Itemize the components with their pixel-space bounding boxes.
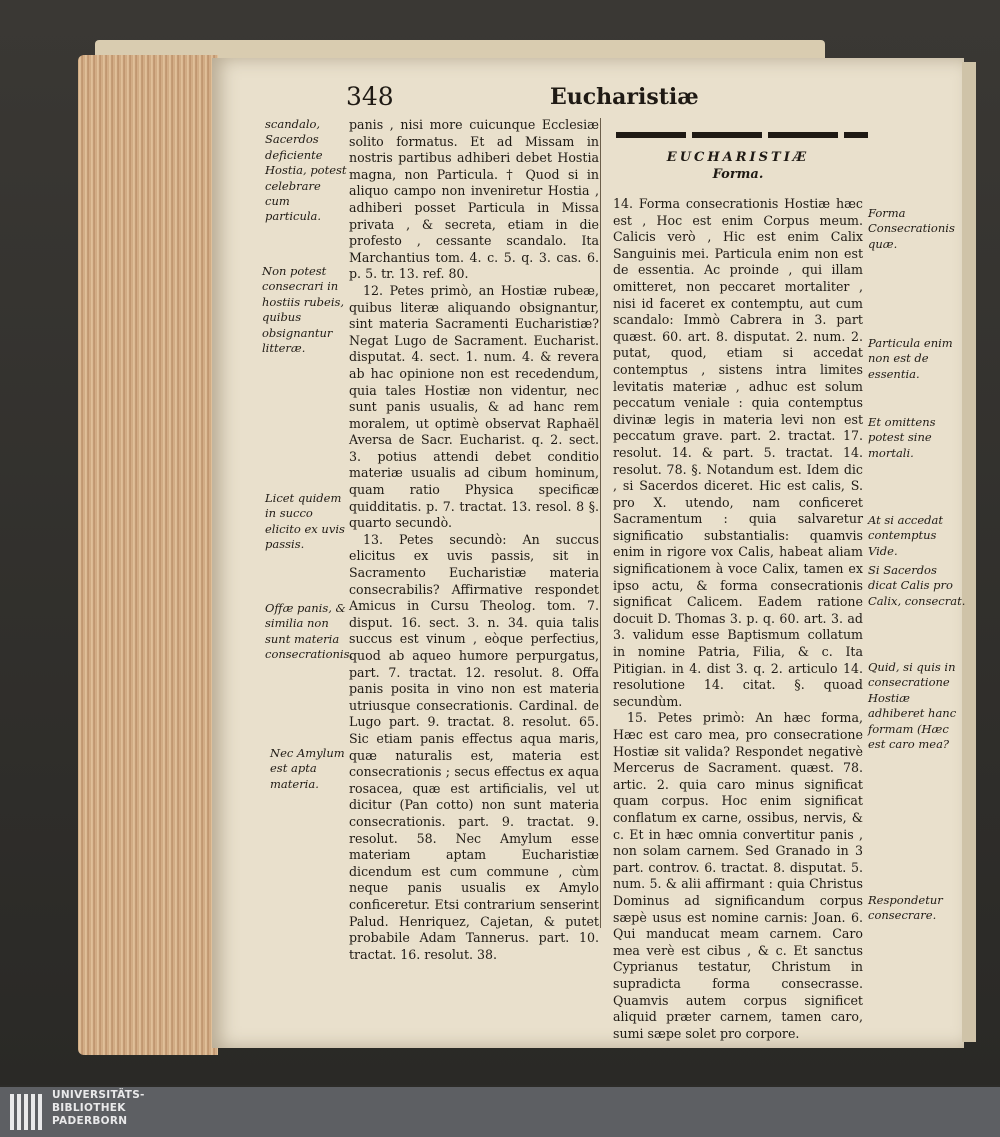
margin-note-right: Particula enim non est de essentia. <box>868 336 953 381</box>
paragraph: 14. Forma consecrationis Hostiæ hæc est , Hoc est enim Corpus meum. Calicis verò , Hic est enim Calix Sanguinis mei. Particula enim non est de essentia. Ac proinde , qui illam omitteret, non peccaret mortaliter , nisi id faceret ex contemptu, aut cum scandalo: Immò Cabrera in 3. part quæst. 60. art. 8. disputat. 2. num. 2. putat, quod, etiam si accedat contemptus , sistens intra limites levitatis materiæ , adhuc est solum peccatum veniale : quia contemptus divinæ legis in materia levi non est peccatum grave. part. 2. tractat. 17. resolut. 14. & part. 5. tractat. 14. resolut. 78. §. Notandum est. Idem dic , si Sacerdos diceret. Hic est calis, S. pro X. utendo, nam conficeret Sacramentum : quia salvaretur significatio substantialis: quamvis enim in rigore vox Calis, habeat aliam significationem à voce Calix, tamen ex ipso actu, & forma consecrationis significat Calicem. Eadem ratione docuit D. Thomas 3. p. q. 60. art. 3. ad 3. validum esse Baptismum collatum in nomine Patria, Filia, & c. Ita Pitigian. in 4. dist 3. q. 2. articulo 14. resolutione 14. citat. §. quoad secundùm. <box>613 196 863 709</box>
library-name-line: BIBLIOTHEK <box>52 1102 126 1114</box>
library-name-line: UNIVERSITÄTS- <box>52 1089 145 1101</box>
paragraph: 15. Petes primò: An hæc forma, Hæc est caro mea, pro consecratione Hostiæ sit valida? Respondet negativè Mercerus de Sacrament. quæst. 78. artic. 2. quia caro minus significat quam corpus. Hoc enim significat conflatum ex carne, ossibus, nervis, & c. Et in hæc omnia convertitur panis , non solam carnem. Sed Granado in 3 part. controv. 6. tractat. 8. disputat. 5. num. 5. & alii affirmant : quia Christus Dominus ad significandum corpus sæpè usus est nomine carnis: Joan. 6. Qui manducat meam carnem. Caro mea verè est cibus , & c. Et sanctus Cyprianus testatur, Christum in supradicta forma consecrasse. Quamvis autem corpus significet aliquid præter carnem, tamen caro, sumi sæpe solet pro corpore. <box>613 710 863 1041</box>
section-title: EUCHARISTIÆ <box>666 150 810 165</box>
paragraph: 12. Petes primò, an Hostiæ rubeæ, quibus literæ aliquando obsignantur, sint materia Sacramenti Eucharistiæ? Negat Lugo de Sacrament. Eucharist. disputat. 4. sect. 1. num. 4. & revera ab hac opinione non est recedendum, quia tales Hostiæ non videntur, nec sunt panis usualis, & ad hanc rem moralem, ut optimè observat Raphaël Aversa de Sacr. Eucharist. q. 2. sect. 3. potius attendi debet conditio materiæ usualis ad cibum hominum, quam ratio Physica specificæ quidditatis. p. 7. tractat. 13. resol. 8 §. quarto secundò. <box>349 282 599 531</box>
margin-note-right: At si accedat contemptus Vide. <box>868 513 943 558</box>
margin-note-right: Quid, si quis in consecratione Hostiæ adhiberet hanc formam (Hæc est caro mea? <box>868 660 957 752</box>
margin-note-left: Offæ panis, & similia non sunt materia consecrationis. <box>265 601 354 662</box>
margin-note-right: Et omittens potest sine mortali. <box>868 415 936 460</box>
library-name-line: PADERBORN <box>52 1115 128 1127</box>
library-footer <box>0 1087 1000 1137</box>
margin-note-left: Nec Amylum est apta materia. <box>270 746 345 791</box>
paragraph: panis , nisi more cuicunque Ecclesiæ solito formatus. Et ad Missam in nostris partibus adhiberi debet Hostia magna, non Particula. † Quod si in aliquo campo non inveniretur Hostia , adhiberi posset Particula in Missa privata , & secreta, etiam in die profesto , cessante scandalo. Ita Marchantius tom. 4. c. 5. q. 3. cas. 6. p. 5. tr. 13. ref. 80. <box>349 117 599 282</box>
section-subtitle: Forma. <box>712 167 764 182</box>
margin-note-left: scandalo, Sacerdos deficiente Hostia, potest celebrare cum particula. <box>265 117 347 224</box>
margin-note-left: Non potest consecrari in hostiis rubeis, quibus obsignantur litteræ. <box>262 264 345 356</box>
library-logo-icon <box>8 1090 48 1134</box>
ornament-rule <box>616 132 868 138</box>
paragraph: 13. Petes secundò: An succus elicitus ex uvis passis, sit in Sacramento Eucharistiæ materia consecrabilis? Affirmative respondet Amicus in Cursu Theolog. tom. 7. disput. 16. sect. 3. n. 34. quia talis succus est vinum , eòque perfectius, quod ab aqueo humore perpurgatus, part. 7. tractat. 12. resolut. 8. Offa panis posita in vino non est materia utriusque consecrationis. Cardinal. de Lugo part. 9. tractat. 8. resolut. 65. Sic etiam panis effectus aqua maris, quæ naturalis est, materia est consecrationis ; secus effectus ex aqua rosacea, quæ est artificialis, vel ut dicitur (Pan cotto) non sunt materia consecrationis. part. 9. tractat. 9. resolut. 58. Nec Amylum esse materiam aptam Eucharistiæ dicendum est cum commune , cùm neque panis usualis ex Amylo conficeretur. Etsi contrarium senserint Palud. Henriquez, Cajetan, & putet probabile Adam Tannerus. part. 10. tractat. 16. resolut. 38. <box>349 531 599 962</box>
page-block-edge <box>78 55 218 1055</box>
column-rule <box>600 118 601 928</box>
left-column <box>349 117 599 963</box>
page-number: 348 <box>346 82 394 111</box>
margin-note-right: Si Sacerdos dicat Calis pro Calix, consecrat. <box>868 563 966 608</box>
margin-note-left: Licet quidem in succo elicito ex uvis passis. <box>265 491 345 552</box>
running-title: Eucharistiæ <box>550 84 699 110</box>
margin-note-right: Forma Consecrationis quæ. <box>868 206 955 251</box>
library-name <box>52 1089 145 1128</box>
right-column <box>613 196 863 1042</box>
margin-note-right: Respondetur consecrare. <box>868 893 943 923</box>
